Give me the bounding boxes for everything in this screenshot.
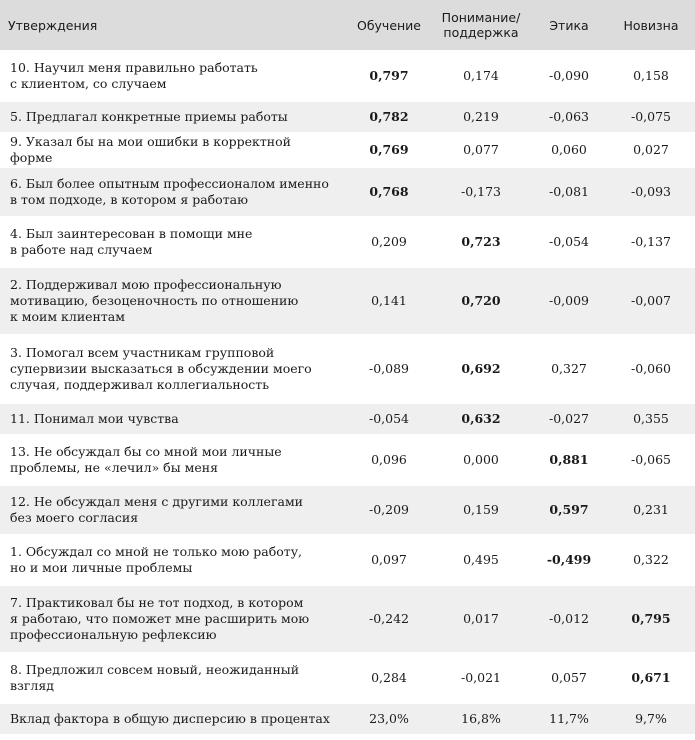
statement-cell: 2. Поддерживал мою профессиональную мотивацию, безоценочность по отношению к моим клиентам (0, 267, 347, 335)
value-cell: -0,090 (531, 51, 607, 101)
statement-cell: 8. Предложил совсем новый, неожиданный взгляд (0, 653, 347, 703)
value-cell: 0,000 (431, 435, 531, 485)
table-row (0, 653, 695, 703)
statement-cell: 1. Обсуждал со мной не только мою работу, но и мои личные проблемы (0, 535, 347, 585)
table-row (0, 217, 695, 267)
header-understanding-support-text: Понимание/ поддержка (441, 10, 521, 40)
value-cell: 0,284 (347, 653, 431, 703)
value-cell: -0,209 (347, 485, 431, 535)
value-cell: -0,093 (607, 167, 695, 217)
value-cell: 0,797 (347, 51, 431, 101)
table-header-row (0, 0, 695, 51)
value-cell: -0,007 (607, 267, 695, 335)
header-statements: Утверждения (0, 0, 347, 51)
statement-cell: 7. Практиковал бы не тот подход, в котором я работаю, что поможет мне расширить мою профессиональную рефлексию (0, 585, 347, 653)
table-row (0, 535, 695, 585)
value-cell: 0,057 (531, 653, 607, 703)
table-row (0, 133, 695, 167)
value-cell: -0,054 (347, 403, 431, 435)
value-cell: -0,075 (607, 101, 695, 133)
value-cell: 0,769 (347, 133, 431, 167)
statement-cell: 13. Не обсуждал бы со мной мои личные проблемы, не «лечил» бы меня (0, 435, 347, 485)
value-cell: 0,219 (431, 101, 531, 133)
statement-cell: Вклад фактора в общую дисперсию в процентах (0, 703, 347, 735)
table-row (0, 167, 695, 217)
statement-cell: 4. Был заинтересован в помощи мне в работе над случаем (0, 217, 347, 267)
header-understanding-support (431, 0, 531, 51)
value-cell: 0,355 (607, 403, 695, 435)
value-cell: 0,174 (431, 51, 531, 101)
table-row (0, 267, 695, 335)
value-cell: 0,158 (607, 51, 695, 101)
value-cell: -0,065 (607, 435, 695, 485)
value-cell: 0,692 (431, 335, 531, 403)
statement-cell: 5. Предлагал конкретные приемы работы (0, 101, 347, 133)
header-novelty: Новизна (607, 0, 695, 51)
value-cell: 9,7% (607, 703, 695, 735)
value-cell: -0,242 (347, 585, 431, 653)
value-cell: 0,495 (431, 535, 531, 585)
value-cell: 0,768 (347, 167, 431, 217)
statement-cell: 3. Помогал всем участникам групповой супервизии высказаться в обсуждении моего случая, поддерживал коллегиальность (0, 335, 347, 403)
statement-cell: 6. Был более опытным профессионалом именно в том подходе, в котором я работаю (0, 167, 347, 217)
value-cell: 0,097 (347, 535, 431, 585)
value-cell: 0,027 (607, 133, 695, 167)
value-cell: 0,632 (431, 403, 531, 435)
value-cell: 0,795 (607, 585, 695, 653)
value-cell: 0,597 (531, 485, 607, 535)
value-cell: 0,231 (607, 485, 695, 535)
value-cell: 0,720 (431, 267, 531, 335)
value-cell: 0,017 (431, 585, 531, 653)
value-cell: 16,8% (431, 703, 531, 735)
value-cell: 0,141 (347, 267, 431, 335)
value-cell: -0,054 (531, 217, 607, 267)
value-cell: 0,723 (431, 217, 531, 267)
value-cell: -0,060 (607, 335, 695, 403)
value-cell: 0,060 (531, 133, 607, 167)
value-cell: -0,089 (347, 335, 431, 403)
value-cell: -0,012 (531, 585, 607, 653)
value-cell: -0,027 (531, 403, 607, 435)
table-row (0, 485, 695, 535)
value-cell: 23,0% (347, 703, 431, 735)
statement-cell: 11. Понимал мои чувства (0, 403, 347, 435)
value-cell: 11,7% (531, 703, 607, 735)
table-row (0, 335, 695, 403)
value-cell: -0,063 (531, 101, 607, 133)
value-cell: -0,009 (531, 267, 607, 335)
value-cell: -0,081 (531, 167, 607, 217)
value-cell: 0,209 (347, 217, 431, 267)
header-learning: Обучение (347, 0, 431, 51)
table-row (0, 585, 695, 653)
header-ethics: Этика (531, 0, 607, 51)
table-row (0, 101, 695, 133)
value-cell: -0,173 (431, 167, 531, 217)
value-cell: 0,327 (531, 335, 607, 403)
statement-cell: 12. Не обсуждал меня с другими коллегами без моего согласия (0, 485, 347, 535)
value-cell: 0,077 (431, 133, 531, 167)
statement-cell: 10. Научил меня правильно работать с клиентом, со случаем (0, 51, 347, 101)
value-cell: 0,096 (347, 435, 431, 485)
value-cell: 0,782 (347, 101, 431, 133)
table-body (0, 51, 695, 735)
statement-cell: 9. Указал бы на мои ошибки в корректной форме (0, 133, 347, 167)
table-row (0, 435, 695, 485)
value-cell: 0,322 (607, 535, 695, 585)
table-row (0, 51, 695, 101)
value-cell: -0,021 (431, 653, 531, 703)
value-cell: 0,671 (607, 653, 695, 703)
value-cell: -0,137 (607, 217, 695, 267)
value-cell: -0,499 (531, 535, 607, 585)
value-cell: 0,159 (431, 485, 531, 535)
table-row (0, 403, 695, 435)
table-row (0, 703, 695, 735)
value-cell: 0,881 (531, 435, 607, 485)
